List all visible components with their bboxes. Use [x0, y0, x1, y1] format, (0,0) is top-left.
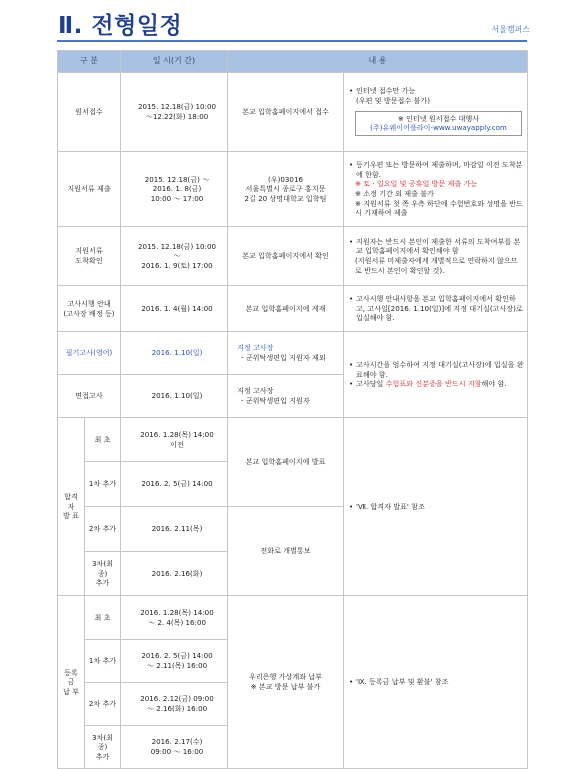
- place-line: 지정 고사장: [237, 343, 274, 353]
- header-period: 일 시(기 간): [121, 51, 228, 73]
- row-category: 원서접수: [58, 73, 121, 152]
- table-row: [58, 418, 528, 462]
- table-row: [58, 73, 528, 152]
- agency-box: [355, 111, 522, 136]
- row-sub: 1차 추가: [85, 640, 121, 683]
- row-place: 본교 입학홈페이지에서 확인: [228, 227, 344, 286]
- row-category: 합격자 발 표: [58, 418, 85, 596]
- row-period: 2015. 12.18(금) ～ 2016. 1. 8(금) 10:00 ～ 17:00: [121, 152, 228, 227]
- table-row: [58, 332, 528, 375]
- row-category: 면접고사: [58, 375, 121, 418]
- page-title: Ⅱ. 전형일정: [58, 13, 183, 39]
- note-line: • 고사시간을 엄수하여 지정 대기실(고사장)에 입실을 완료해야 함.: [356, 360, 524, 379]
- row-period: 2015. 12.18(금) 10:00 ～ 2016. 1. 9(토) 17:00: [121, 227, 228, 286]
- row-sub: 2차 추가: [85, 683, 121, 726]
- row-period: 2016. 1.28(목) 14:00 ～ 2. 4(목) 16:00: [121, 596, 228, 640]
- row-note: [344, 286, 528, 332]
- row-note: [344, 152, 528, 227]
- row-period: 2016. 1. 4(월) 14:00: [121, 286, 228, 332]
- row-sub: 최 초: [85, 596, 121, 640]
- row-note: [344, 596, 528, 769]
- table-row: [58, 596, 528, 640]
- table-header-row: [58, 51, 528, 73]
- row-place: 본교 입학홈페이지에서 접수: [228, 73, 344, 152]
- agency-link[interactable]: (주)유웨이어플라이-www.uwayapply.com: [370, 123, 507, 133]
- note-line: • 고사당일 수험표와 신분증을 반드시 지참해야 함.: [356, 379, 524, 389]
- row-note: [344, 73, 528, 152]
- table-row: [58, 286, 528, 332]
- row-category: 고사시행 안내 (고사장 배정 등): [58, 286, 121, 332]
- row-place: (우)03016 서울특별시 종로구 홍지문 2길 20 상명대학교 입학팀: [228, 152, 344, 227]
- note-line: • 'Ⅸ. 등록금 납부 및 환불' 참조: [356, 677, 524, 687]
- table-row: [58, 227, 528, 286]
- row-period: 2016. 1.10(일): [121, 375, 228, 418]
- note-line: ※ 소정 기간 외 제출 불가: [355, 189, 434, 198]
- row-period: 2016. 2. 5(금) 14:00: [121, 462, 228, 507]
- row-sub: 최 초: [85, 418, 121, 462]
- row-place: 본교 입학홈페이지에 게재: [228, 286, 344, 332]
- note-line: • 등기우편 또는 방문하여 제출하며, 마감일 이전 도착분에 한함.: [356, 160, 524, 179]
- note-line: (지원서류 미제출자에게 개별적으로 연락하지 않으므로 반드시 본인이 확인할 것).: [355, 256, 518, 275]
- row-period: 2016. 1.28(목) 14:00 이전: [121, 418, 228, 462]
- row-place: 전화로 개별통보: [228, 507, 344, 596]
- agency-label: ※ 인터넷 원서접수 대행사: [397, 113, 480, 123]
- row-period: 2016. 2.11(목): [121, 507, 228, 552]
- header-content: 내 용: [228, 51, 528, 73]
- row-sub: 3차(최종) 추가: [85, 552, 121, 596]
- row-note: [344, 227, 528, 286]
- row-place: 본교 입학홈페이지에 발표: [228, 418, 344, 507]
- note-line: • 고사시행 안내사항을 본교 입학홈페이지에서 확인하고, 고사일[2016. 1.10(일)]에 지정 대기실(고사장)로 입실해야 함.: [356, 294, 524, 323]
- place-line: 지정 고사장: [237, 386, 274, 396]
- row-sub: 2차 추가: [85, 507, 121, 552]
- note-line: 인터넷 접수만 가능: [356, 86, 416, 96]
- row-period: 2016. 2.17(수) 09:00 ～ 16:00: [121, 726, 228, 769]
- row-period: 2016. 2.12(금) 09:00 ～ 2.16(화) 16:00: [121, 683, 228, 726]
- header-category: 구 분: [58, 51, 121, 73]
- row-category: 지원서류 도착확인: [58, 227, 121, 286]
- row-note: [344, 418, 528, 596]
- row-sub: 1차 추가: [85, 462, 121, 507]
- place-line: ※ 본교 방문 납부 불가: [250, 682, 321, 691]
- row-place: [228, 375, 344, 418]
- row-period: 2016. 2.16(화): [121, 552, 228, 596]
- note-line: • 'Ⅶ. 합격자 발표' 참조: [356, 502, 524, 512]
- table-row: [58, 152, 528, 227]
- row-place: [228, 332, 344, 375]
- note-line: (우편 및 방문접수 불가): [356, 95, 430, 105]
- row-note: [344, 332, 528, 418]
- place-line: 우리은행 가상계좌 납부: [248, 672, 323, 682]
- place-line: - 군위탁생편입 지원자: [241, 396, 310, 405]
- row-category: 필기고사(영어): [58, 332, 121, 375]
- row-period: 2016. 2. 5(금) 14:00 ～ 2.11(목) 16:00: [121, 640, 228, 683]
- row-sub: 3차(최종) 추가: [85, 726, 121, 769]
- note-red: ※ 토 · 일요일 및 공휴일 방문 제출 가능: [355, 179, 478, 189]
- place-line: - 군위탁생편입 지원자 제외: [241, 353, 326, 362]
- row-category: 등록금 납 부: [58, 596, 85, 769]
- note-line: ※ 지원서류 첫 쪽 우측 하단에 수험번호와 성명을 반드시 기재하여 제출: [355, 198, 523, 218]
- row-period: 2016. 1.10(일): [121, 332, 228, 375]
- row-category: 지원서류 제출: [58, 152, 121, 227]
- campus-label: 서울캠퍼스: [491, 25, 530, 34]
- row-place: [228, 596, 344, 769]
- note-line: • 지원자는 반드시 본인이 제출한 서류의 도착여부를 본교 입학홈페이지에서 확인해야 함: [356, 237, 524, 256]
- row-period: 2015. 12.18(금) 10:00 ～12.22(화) 18:00: [121, 73, 228, 152]
- title-rule: [57, 40, 527, 42]
- schedule-table: [57, 50, 528, 769]
